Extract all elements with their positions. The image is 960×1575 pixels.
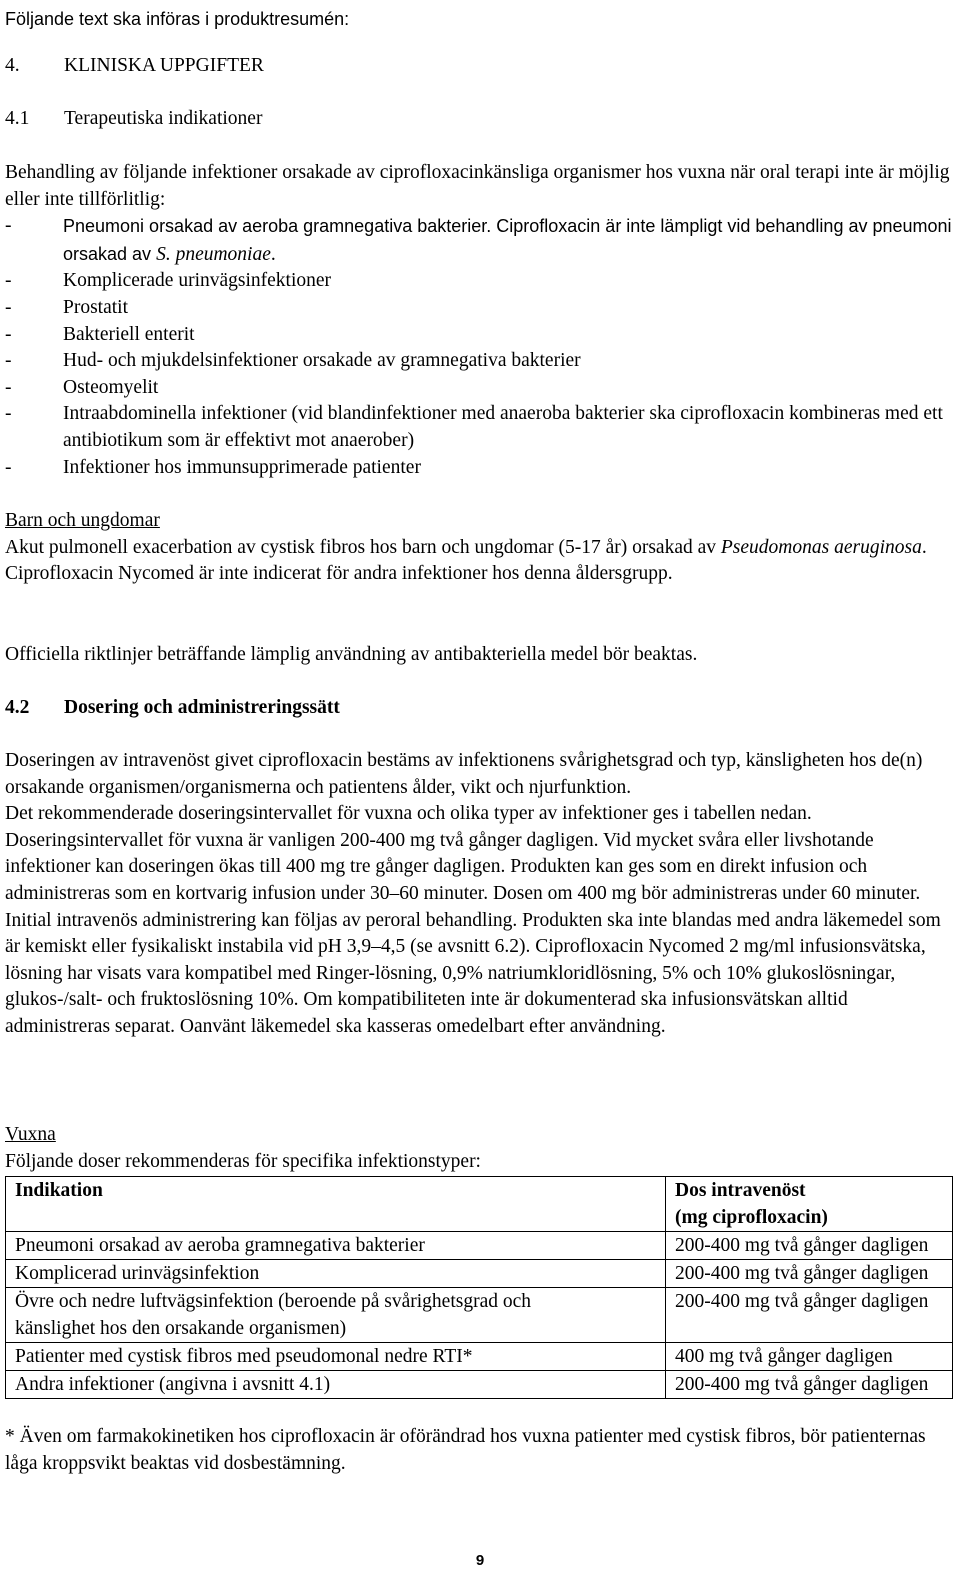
children-text bbox=[5, 535, 953, 562]
adults-lead: Följande doser rekommenderas för specifika infektionstyper: bbox=[5, 1150, 481, 1172]
adults-block bbox=[5, 1122, 953, 1175]
table-row bbox=[6, 1260, 953, 1288]
children-heading: Barn och ungdomar bbox=[5, 510, 160, 531]
table-row bbox=[6, 1371, 953, 1399]
list-item bbox=[5, 295, 953, 322]
table-cell-dose: 200-400 mg två gånger dagligen bbox=[666, 1371, 953, 1399]
table-footnote: * Även om farmakokinetiken hos ciprofloxacin är oförändrad hos vuxna patienter med cystisk fibros, bör patienternas låga kroppsvikt beaktas vid dosbestämning. bbox=[5, 1426, 926, 1474]
dosing-paragraph-1: Doseringen av intravenöst givet ciprofloxacin bestäms av infektionens svårighetsgrad och typ, känsligheten hos de(n) orsakande organismen/organismerna och patientens ålder, vikt och njurfunktion. bbox=[5, 750, 923, 798]
list-item-text: Intraabdominella infektioner (vid blandinfektioner med anaeroba bakterier ska ciprofloxacin kombineras med ett antibiotikum som är effektivt mot anaerober) bbox=[63, 403, 943, 451]
list-item-text: Bakteriell enterit bbox=[63, 323, 195, 345]
dosage-table bbox=[5, 1176, 953, 1399]
list-item-end: . bbox=[270, 243, 276, 265]
table-header-row bbox=[6, 1177, 953, 1232]
list-item-text: Prostatit bbox=[63, 296, 129, 318]
list-dash: - bbox=[5, 403, 12, 425]
section-number: 4.1 bbox=[5, 108, 30, 129]
list-item-text: Infektioner hos immunsupprimerade patienter bbox=[63, 456, 421, 478]
table-header-dose bbox=[666, 1177, 953, 1232]
adults-heading: Vuxna bbox=[5, 1124, 56, 1145]
list-dash: - bbox=[5, 215, 12, 237]
section-4-heading bbox=[5, 53, 264, 80]
section-title: Dosering och administreringssätt bbox=[64, 697, 340, 718]
list-dash: - bbox=[5, 323, 12, 345]
intro-text: Följande text ska införas i produktresumén: bbox=[5, 9, 350, 29]
list-item bbox=[5, 268, 953, 295]
section-number: 4.2 bbox=[5, 697, 30, 718]
section-4-1-heading bbox=[5, 106, 262, 133]
table-row bbox=[6, 1232, 953, 1260]
table-header-indication: Indikation bbox=[6, 1177, 666, 1232]
indications-lead: Behandling av följande infektioner orsakade av ciprofloxacinkänsliga organismer hos vuxna när oral terapi inte är möjlig eller inte tillförlitlig: bbox=[5, 162, 950, 210]
table-cell-dose: 400 mg två gånger dagligen bbox=[666, 1343, 953, 1371]
list-item-text: Osteomyelit bbox=[63, 376, 159, 398]
organism-name: Pseudomonas aeruginosa bbox=[720, 536, 922, 558]
children-text-2: Ciprofloxacin Nycomed är inte indicerat för andra infektioner hos denna åldersgrupp. bbox=[5, 563, 673, 585]
table-cell-indication: Andra infektioner (angivna i avsnitt 4.1) bbox=[6, 1371, 666, 1399]
list-item bbox=[5, 348, 953, 375]
table-cell-indication: Pneumoni orsakad av aeroba gramnegativa bakterier bbox=[6, 1232, 666, 1260]
list-dash: - bbox=[5, 376, 12, 398]
dosing-paragraph-2: Det rekommenderade doseringsintervallet för vuxna och olika typer av infektioner ges i tabellen nedan. Doseringsintervallet för vuxna är vanligen 200-400 mg två gånger dagligen. Vid mycket svåra eller livshotande infektioner kan doseringen ökas till 400 mg tre gånger dagligen. Produkten kan ges som en direkt infusion och administreras som en kortvarig infusion under 30–60 minuter. Dosen om 400 mg bör administreras under 60 minuter. Initial intravenös administrering kan följas av peroral behandling. Produkten ska inte blandas med andra läkemedel som är kemiskt eller fysikaliskt instabila vid pH 3,9–4,5 (se avsnitt 6.2). Ciprofloxacin Nycomed 2 mg/ml infusionsvätska, lösning har visats vara kompatibel med Ringer-lösning, 0,9% natriumkloridlösning, 5% och 10% glukoslösningar, glukos-/salt- och fruktoslösning 10%. Om kompatibiliteten inte är dokumenterad ska infusionsvätskan alltid administreras separat. Oanvänt läkemedel ska kasseras omedelbart efter användning. bbox=[5, 803, 941, 1037]
indications-block bbox=[5, 160, 953, 481]
organism-name: S. pneumoniae bbox=[156, 243, 271, 265]
dose-header-line-1: Dos intravenöst bbox=[675, 1180, 806, 1201]
children-text-main: Akut pulmonell exacerbation av cystisk fibros hos barn och ungdomar (5-17 år) orsakad av bbox=[5, 536, 721, 558]
table-cell-dose: 200-400 mg två gånger dagligen bbox=[666, 1232, 953, 1260]
list-item-text: Pneumoni orsakad av aeroba gramnegativa bakterier. Ciprofloxacin är inte lämpligt vid behandling av pneumoni orsakad av bbox=[63, 216, 952, 264]
section-title: KLINISKA UPPGIFTER bbox=[64, 55, 264, 76]
table-cell-indication: Komplicerad urinvägsinfektion bbox=[6, 1260, 666, 1288]
list-dash: - bbox=[5, 270, 12, 292]
children-block bbox=[5, 508, 953, 588]
dose-header-line-2: (mg ciprofloxacin) bbox=[675, 1207, 828, 1228]
list-item-text: Hud- och mjukdelsinfektioner orsakade av gramnegativa bakterier bbox=[63, 350, 581, 372]
list-item bbox=[5, 322, 953, 349]
list-dash: - bbox=[5, 350, 12, 372]
table-cell-dose: 200-400 mg två gånger dagligen bbox=[666, 1260, 953, 1288]
list-dash: - bbox=[5, 456, 12, 478]
table-row bbox=[6, 1288, 953, 1343]
table-cell-indication: Patienter med cystisk fibros med pseudomonal nedre RTI* bbox=[6, 1343, 666, 1371]
table-cell-dose: 200-400 mg två gånger dagligen bbox=[666, 1288, 953, 1343]
section-number: 4. bbox=[5, 55, 20, 76]
list-item-text: Komplicerade urinvägsinfektioner bbox=[63, 270, 332, 292]
list-dash: - bbox=[5, 296, 12, 318]
section-title: Terapeutiska indikationer bbox=[64, 108, 263, 129]
list-item bbox=[5, 213, 953, 268]
official-guidelines-text: Officiella riktlinjer beträffande lämplig användning av antibakteriella medel bör beaktas. bbox=[5, 644, 698, 665]
section-4-2-heading bbox=[5, 695, 340, 722]
table-cell-indication: Övre och nedre luftvägsinfektion (beroende på svårighetsgrad och känslighet hos den orsakande organismen) bbox=[6, 1288, 666, 1343]
list-item bbox=[5, 455, 953, 482]
page-number: 9 bbox=[475, 1552, 485, 1569]
children-text-end: . bbox=[921, 536, 927, 558]
list-item bbox=[5, 375, 953, 402]
table-row bbox=[6, 1343, 953, 1371]
list-item bbox=[5, 401, 953, 454]
dosing-block bbox=[5, 748, 953, 1041]
